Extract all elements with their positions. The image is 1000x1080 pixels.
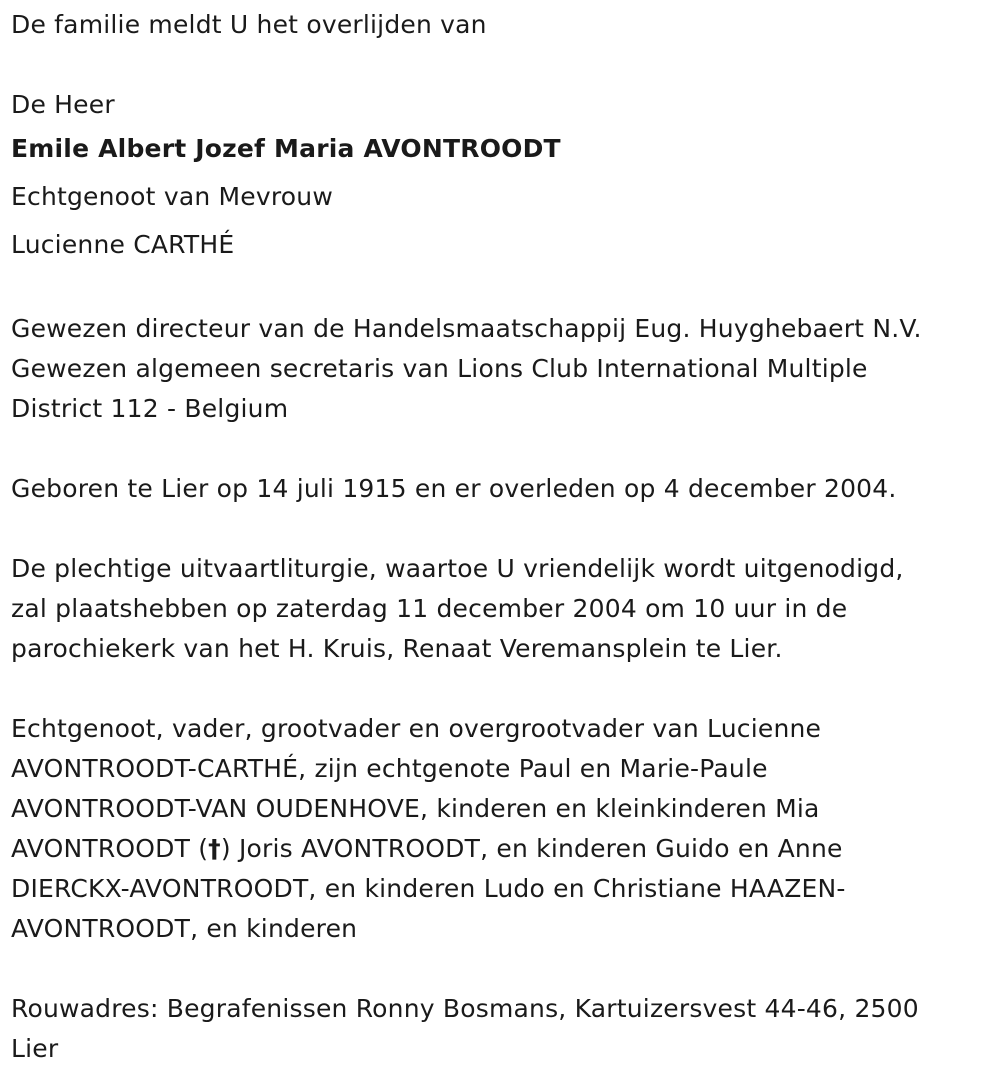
funeral-paragraph <box>11 549 986 669</box>
funeral-line: zal plaatshebben op zaterdag 11 december 2004 om 10 uur in de <box>11 594 848 623</box>
address-line: Rouwadres: Begrafenissen Ronny Bosmans, Kartuizersvest 44-46, 2500 <box>11 994 919 1023</box>
family-line: AVONTROODT-CARTHÉ, zijn echtgenote Paul en Marie-Paule <box>11 754 768 783</box>
family-line-end: ) Joris AVONTROODT, en kinderen Guido en Anne <box>220 834 843 863</box>
spacer <box>11 949 986 989</box>
family-line: Echtgenoot, vader, grootvader en overgrootvader van Lucienne <box>11 714 822 743</box>
career-line: Gewezen algemeen secretaris van Lions Club International Multiple <box>11 354 868 383</box>
birth-death-paragraph <box>11 469 986 509</box>
spacer <box>11 669 986 709</box>
career-paragraph <box>11 309 986 429</box>
deceased-name: Emile Albert Jozef Maria AVONTROODT <box>11 134 561 163</box>
address-line: Lier <box>11 1034 59 1063</box>
address-paragraph <box>11 989 986 1069</box>
family-line: AVONTROODT-VAN OUDENHOVE, kinderen en kleinkinderen Mia <box>11 794 820 823</box>
career-line: Gewezen directeur van de Handelsmaatschappij Eug. Huyghebaert N.V. <box>11 314 922 343</box>
spouse-name: Lucienne CARTHÉ <box>11 230 235 259</box>
family-line-start: AVONTROODT ( <box>11 834 209 863</box>
spacer <box>11 269 986 309</box>
salutation: De Heer <box>11 90 115 119</box>
spouse-label: Echtgenoot van Mevrouw <box>11 182 333 211</box>
family-line: DIERCKX-AVONTROODT, en kinderen Ludo en Christiane HAAZEN- <box>11 874 846 903</box>
family-line: AVONTROODT, en kinderen <box>11 914 358 943</box>
birth-death-text: Geboren te Lier op 14 juli 1915 en er overleden op 4 december 2004. <box>11 474 897 503</box>
intro-text: De familie meldt U het overlijden van <box>11 10 487 39</box>
family-line <box>11 829 986 869</box>
death-notice <box>11 5 986 1069</box>
cross-icon: † <box>208 834 221 863</box>
spacer <box>11 509 986 549</box>
funeral-line: De plechtige uitvaartliturgie, waartoe U vriendelijk wordt uitgenodigd, <box>11 554 904 583</box>
spacer <box>11 45 986 85</box>
career-line: District 112 - Belgium <box>11 394 289 423</box>
funeral-line: parochiekerk van het H. Kruis, Renaat Veremansplein te Lier. <box>11 634 783 663</box>
spacer <box>11 429 986 469</box>
family-paragraph <box>11 709 986 949</box>
